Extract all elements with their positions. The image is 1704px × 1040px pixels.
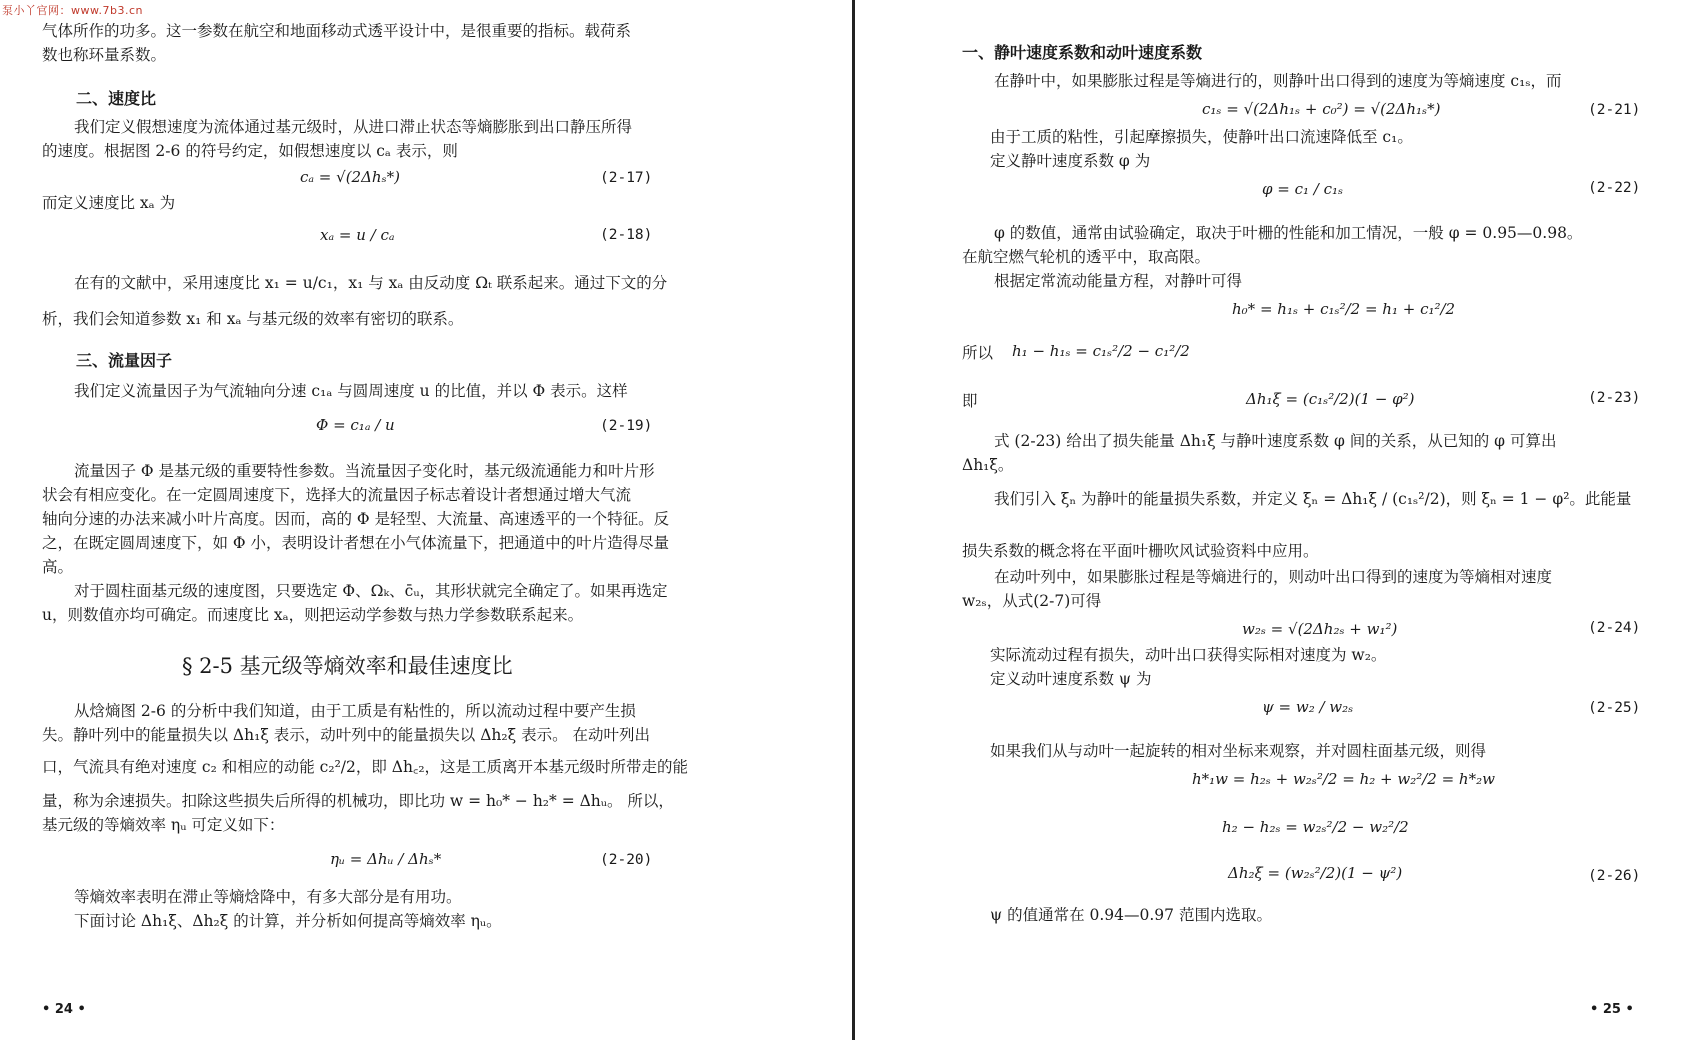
section-para-line-4: 量，称为余速损失。扣除这些损失后所得的机械功，即比功 w = h₀* − h₂* = Δhᵤ。 所以， [42,792,674,810]
equation-2-26: Δh₂ξ = (w₂ₛ²/2)(1 − ψ²) [1228,864,1403,882]
flow-factor-para-line-4: 之，在既定圆周速度下，如 Φ 小，表明设计者想在小气体流量下，把通道中的叶片造得尽量 [42,534,670,552]
heading-speed-ratio: 二、速度比 [76,89,157,108]
equation-number-2-17: (2-17) [600,170,653,186]
flow-factor-para-line-1: 流量因子 Φ 是基元级的重要特性参数。当流量因子变化时，基元级流通能力和叶片形 [74,462,655,480]
flow-factor-para-line-2: 状会有相应变化。在一定圆周速度下，选择大的流量因子标志着设计者想通过增大气流 [42,486,632,504]
equation-number-2-20: (2-20) [600,852,653,868]
page-number-24: • 24 • [42,1002,86,1017]
equation-relative-1: h*₁w = h₂ₛ + w₂ₛ²/2 = h₂ + w₂²/2 = h*₂w [1192,770,1495,788]
equation-2-17: cₐ = √(2Δhₛ*) [300,168,400,186]
end-para-line-2: 下面讨论 Δh₁ξ、Δh₂ξ 的计算，并分析如何提高等熵效率 ηᵤ。 [74,912,502,930]
ie-label: 即 [962,392,978,410]
equation-number-2-25: (2-25) [1588,700,1641,716]
equation-2-23: Δh₁ξ = (c₁ₛ²/2)(1 − φ²) [1246,390,1415,408]
phi-para-line-3: 根据定常流动能量方程，对静叶可得 [994,272,1243,290]
literature-para-line-2: 析，我们会知道参数 x₁ 和 xₐ 与基元级的效率有密切的联系。 [42,310,464,328]
section-title-2-5: § 2-5 基元级等熵效率和最佳速度比 [182,654,513,678]
viscosity-para-line-2: 定义静叶速度系数 φ 为 [990,152,1151,170]
equation-2-20: ηᵤ = Δhᵤ / Δhₛ* [330,850,442,868]
equation-number-2-19: (2-19) [600,418,653,434]
intro-line-1: 气体所作的功多。这一参数在航空和地面移动式透平设计中，是很重要的指标。载荷系 [42,22,632,40]
equation-number-2-23: (2-23) [1588,390,1641,406]
relative-frame-line: 如果我们从与动叶一起旋转的相对坐标来观察，并对圆柱面基元级，则得 [990,742,1487,760]
flow-para-line: 我们定义流量因子为气流轴向分速 c₁ₐ 与圆周速度 u 的比值，并以 Φ 表示。这样 [74,382,628,400]
section-para-line-5: 基元级的等熵效率 ηᵤ 可定义如下： [42,816,285,834]
literature-para-line-1: 在有的文献中，采用速度比 x₁ = u/c₁，x₁ 与 xₐ 由反动度 Ωₜ 联系起来。通过下文的分 [74,274,668,292]
actual-flow-line-2: 定义动叶速度系数 ψ 为 [990,670,1152,688]
flow-factor-para-line-5: 高。 [42,558,74,576]
actual-flow-line-1: 实际流动过程有损失，动叶出口获得实际相对速度为 w₂。 [990,646,1387,664]
cascade-para-line: 损失系数的概念将在平面叶栅吹风试验资料中应用。 [962,542,1319,560]
equation-2-19: Φ = c₁ₐ / u [316,416,395,434]
end-para-line-1: 等熵效率表明在滞止等熵焓降中，有多大部分是有用功。 [74,888,462,906]
equation-2-24: w₂ₛ = √(2Δh₂ₛ + w₁²) [1242,620,1398,638]
flow-factor-para-line-3: 轴向分速的办法来减小叶片高度。因而，高的 Φ 是轻型、大流量、高速透平的一个特征。反 [42,510,670,528]
define-ratio-line: 而定义速度比 xₐ 为 [42,194,176,212]
equation-so: h₁ − h₁ₛ = c₁ₛ²/2 − c₁²/2 [1012,342,1190,360]
equation-number-2-18: (2-18) [600,227,653,243]
psi-range-line: ψ 的值通常在 0.94—0.97 范围内选取。 [990,906,1272,924]
rotor-para-line-2: w₂ₛ，从式(2-7)可得 [962,592,1102,610]
page-gutter-divider [852,0,855,1040]
equation-number-2-22: (2-22) [1588,180,1641,196]
equation-2-21: c₁ₛ = √(2Δh₁ₛ + c₀²) = √(2Δh₁ₛ*) [1202,100,1441,118]
loss-para-line-2: Δh₁ξ。 [962,456,1014,474]
equation-number-2-21: (2-21) [1588,102,1641,118]
stator-para-line: 在静叶中，如果膨胀过程是等熵进行的，则静叶出口得到的速度为等熵速度 c₁ₛ，而 [994,72,1562,90]
equation-2-25: ψ = w₂ / w₂ₛ [1262,698,1354,716]
equation-number-2-26: (2-26) [1588,868,1641,884]
phi-para-line-1: φ 的数值，通常由试验确定，取决于叶栅的性能和加工情况，一般 φ = 0.95—0.98。 [994,224,1583,242]
heading-flow-factor: 三、流量因子 [76,351,173,370]
rotor-para-line-1: 在动叶列中，如果膨胀过程是等熵进行的，则动叶出口得到的速度为等熵相对速度 [994,568,1553,586]
equation-relative-2: h₂ − h₂ₛ = w₂ₛ²/2 − w₂²/2 [1222,818,1409,836]
cylinder-para-line-2: u，则数值亦均可确定。而速度比 xₐ，则把运动学参数与热力学参数联系起来。 [42,606,584,624]
intro-line-2: 数也称环量系数。 [42,46,167,64]
loss-para-line-1: 式 (2-23) 给出了损失能量 Δh₁ξ 与静叶速度系数 φ 间的关系，从已知的 φ 可算出 [994,432,1557,450]
loss-coefficient-line: 我们引入 ξₙ 为静叶的能量损失系数，并定义 ξₙ = Δh₁ξ / (c₁ₛ²/2)，则 ξₙ = 1 − φ²。此能量 [994,490,1632,508]
heading-velocity-coefficients: 一、静叶速度系数和动叶速度系数 [962,43,1203,62]
phi-para-line-2: 在航空燃气轮机的透平中，取高限。 [962,248,1211,266]
equation-energy: h₀* = h₁ₛ + c₁ₛ²/2 = h₁ + c₁²/2 [1232,300,1456,318]
section-para-line-2: 失。静叶列中的能量损失以 Δh₁ξ 表示，动叶列中的能量损失以 Δh₂ξ 表示。 在动叶列出 [42,726,650,744]
equation-number-2-24: (2-24) [1588,620,1641,636]
speed-para-line-1: 我们定义假想速度为流体通过基元级时，从进口滞止状态等熵膨胀到出口静压所得 [74,118,633,136]
equation-2-18: xₐ = u / cₐ [320,226,395,244]
cylinder-para-line-1: 对于圆柱面基元级的速度图，只要选定 Φ、Ωₖ、c̄ᵤ，其形状就完全确定了。如果再选定 [74,582,668,600]
page-number-25: • 25 • [1590,1002,1634,1017]
right-page [862,0,1704,1040]
speed-para-line-2: 的速度。根据图 2-6 的符号约定，如假想速度以 cₐ 表示，则 [42,142,458,160]
section-para-line-1: 从焓熵图 2-6 的分析中我们知道，由于工质是有粘性的，所以流动过程中要产生损 [74,702,636,720]
section-para-line-3: 口，气流具有绝对速度 c₂ 和相应的动能 c₂²/2，即 Δh꜀₂，这是工质离开本基元级时所带走的能 [42,758,689,776]
viscosity-para-line-1: 由于工质的粘性，引起摩擦损失，使静叶出口流速降低至 c₁。 [990,128,1413,146]
equation-2-22: φ = c₁ / c₁ₛ [1262,180,1344,198]
left-page [0,0,850,1040]
watermark-text: 泵小丫官网：www.7b3.cn [2,4,143,17]
so-label: 所以 [962,344,994,362]
